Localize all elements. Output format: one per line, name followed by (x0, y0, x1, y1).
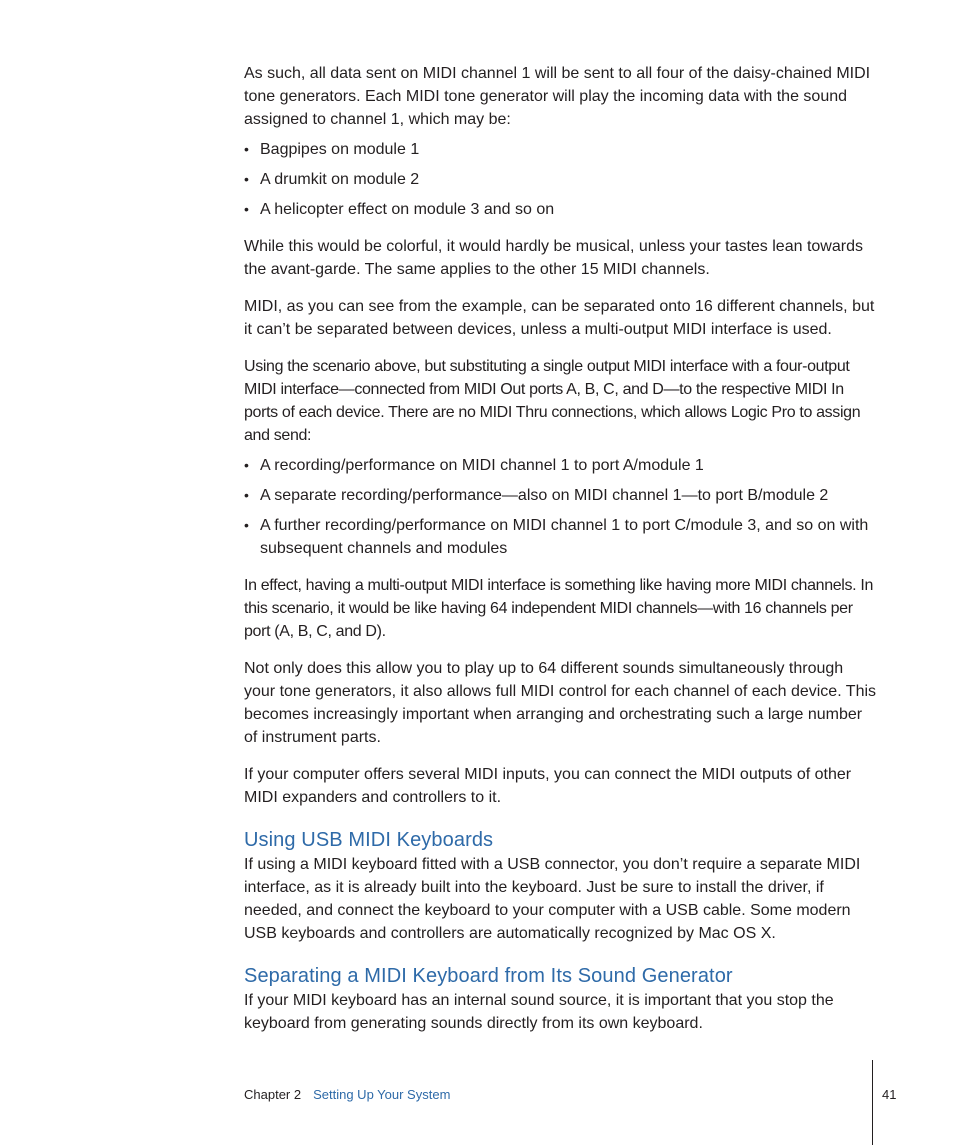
body-paragraph: In effect, having a multi-output MIDI interface is something like having more MIDI channels. In this scenario, it would be like having 64 independent MIDI channels—with 16 channels per port (A, B, C, and D). (244, 577, 873, 640)
section-body-separating: If your MIDI keyboard has an internal sound source, it is important that you stop the keyboard from generating sounds directly from its own keyboard. (244, 992, 834, 1032)
section-heading-usb: Using USB MIDI Keyboards (244, 829, 494, 851)
page-footer (244, 1086, 450, 1104)
bullet-list (244, 454, 878, 560)
list-item (244, 484, 878, 507)
bullet-icon: • (244, 171, 249, 187)
page-number: 41 (882, 1087, 897, 1102)
bullet-icon: • (244, 201, 249, 217)
list-item-text: A recording/performance on MIDI channel 1 to port A/module 1 (260, 457, 704, 474)
body-paragraph: Using the scenario above, but substituting a single output MIDI interface with a four-output MIDI interface—connected from MIDI Out ports A, B, C, and D—to the respective MIDI In ports of each device. There are no MIDI Thru connections, which allows Logic Pro to assign and send: (244, 358, 861, 444)
list-item-text: A helicopter effect on module 3 and so on (260, 201, 555, 218)
list-item (244, 454, 878, 477)
bullet-list (244, 138, 878, 221)
list-item-text: A further recording/performance on MIDI channel 1 to port C/module 3, and so on with subsequent channels and modules (260, 517, 869, 557)
bullet-icon: • (244, 517, 249, 533)
bullet-icon: • (244, 141, 249, 157)
footer-chapter: Chapter 2 (244, 1087, 302, 1102)
list-item-text: A drumkit on module 2 (260, 171, 420, 188)
list-item (244, 138, 878, 161)
body-paragraph: While this would be colorful, it would hardly be musical, unless your tastes lean towards the avant-garde. The same applies to the other 15 MIDI channels. (244, 238, 863, 278)
list-item (244, 514, 878, 560)
list-item (244, 168, 878, 191)
body-paragraph: As such, all data sent on MIDI channel 1 will be sent to all four of the daisy-chained MIDI tone generators. Each MIDI tone generator will play the incoming data with the sound assigned to channel 1, which may be: (244, 65, 871, 128)
section-heading-separating: Separating a MIDI Keyboard from Its Sound Generator (244, 965, 733, 987)
page-content (244, 62, 878, 1049)
bullet-icon: • (244, 487, 249, 503)
list-item (244, 198, 878, 221)
footer-chapter-title: Setting Up Your System (313, 1087, 451, 1102)
body-paragraph: If your computer offers several MIDI inputs, you can connect the MIDI outputs of other MIDI expanders and controllers to it. (244, 766, 852, 806)
body-paragraph: MIDI, as you can see from the example, can be separated onto 16 different channels, but it can’t be separated between devices, unless a multi-output MIDI interface is used. (244, 298, 875, 338)
bullet-icon: • (244, 457, 249, 473)
body-paragraph: Not only does this allow you to play up to 64 different sounds simultaneously through your tone generators, it also allows full MIDI control for each channel of each device. This becomes increasingly important when arranging and orchestrating such a large number of instrument parts. (244, 660, 877, 746)
section-body-usb: If using a MIDI keyboard fitted with a USB connector, you don’t require a separate MIDI interface, as it is already built into the keyboard. Just be sure to install the driver, if needed, and connect the keyboard to your computer with a USB cable. Some modern USB keyboards and controllers are automatically recognized by Mac OS X. (244, 856, 861, 942)
list-item-text: A separate recording/performance—also on MIDI channel 1—to port B/module 2 (260, 487, 829, 504)
footer-divider (872, 1060, 873, 1145)
list-item-text: Bagpipes on module 1 (260, 141, 420, 158)
